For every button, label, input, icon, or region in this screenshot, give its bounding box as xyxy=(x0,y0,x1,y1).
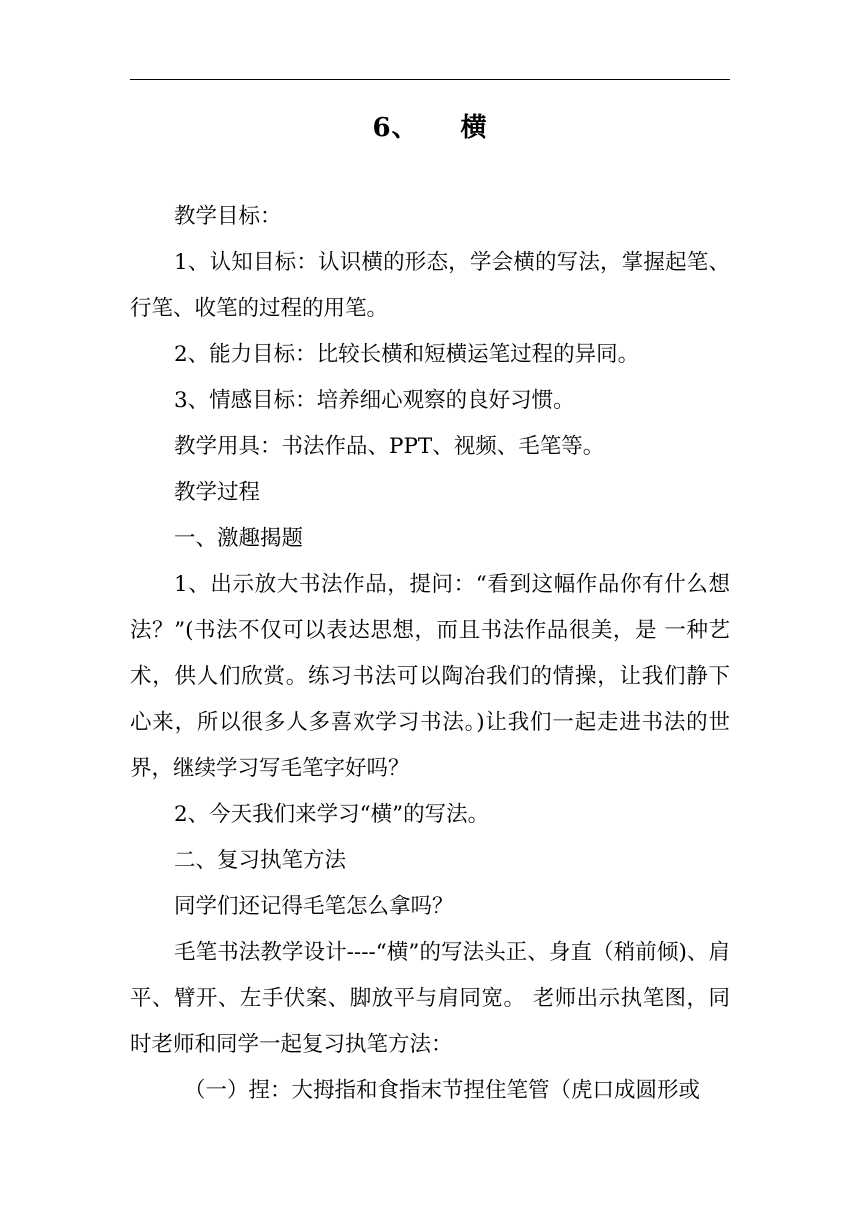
paragraph-show-artwork: 1、出示放大书法作品，提问：“看到这幅作品你有什么想法？”(书法不仅可以表达思想，而且书法作品很美，是 一种艺术，供人们欣赏。练习书法可以陶冶我们的情操，让我们静下心来，所以很多人多喜欢学习书法。)让我们一起走进书法的世界，继续学习写毛笔字好吗？ xyxy=(130,572,730,781)
paragraph-ability-goal: 2、能力目标：比较长横和短横运笔过程的异同。 xyxy=(174,342,640,367)
lesson-number: 6、 xyxy=(372,113,419,143)
paragraph-teaching-tools: 教学用具：书法作品、PPT、视频、毛笔等。 xyxy=(174,434,605,459)
paragraph-posture: 毛笔书法教学设计----“横”的写法头正、身直（稍前倾)、肩平、臂开、左手伏案、脚放平与肩同宽。 老师出示执笔图，同时老师和同学一起复习执笔方法： xyxy=(130,940,730,1057)
section-heading-2: 二、复习执笔方法 xyxy=(174,848,347,873)
paragraph-today-topic: 2、今天我们来学习“横”的写法。 xyxy=(174,802,490,827)
lesson-title-char: 横 xyxy=(460,113,488,143)
header-rule xyxy=(130,79,730,80)
document-body xyxy=(130,194,730,1114)
paragraph-emotional-goal: 3、情感目标：培养细心观察的良好习惯。 xyxy=(174,388,575,413)
paragraph-teaching-process: 教学过程 xyxy=(174,480,261,505)
paragraph-cognitive-goal: 1、认知目标：认识横的形态，学会横的写法，掌握起笔、行笔、收笔的过程的用笔。 xyxy=(130,250,730,321)
section-heading-1: 一、激趣揭题 xyxy=(174,526,304,551)
lesson-title xyxy=(130,108,730,148)
paragraph-pinch: （一）捏：大拇指和食指末节捏住笔管（虎口成圆形或 xyxy=(184,1078,701,1103)
paragraph-question: 同学们还记得毛笔怎么拿吗？ xyxy=(174,894,454,919)
paragraph-teaching-goals: 教学目标： xyxy=(174,204,282,229)
